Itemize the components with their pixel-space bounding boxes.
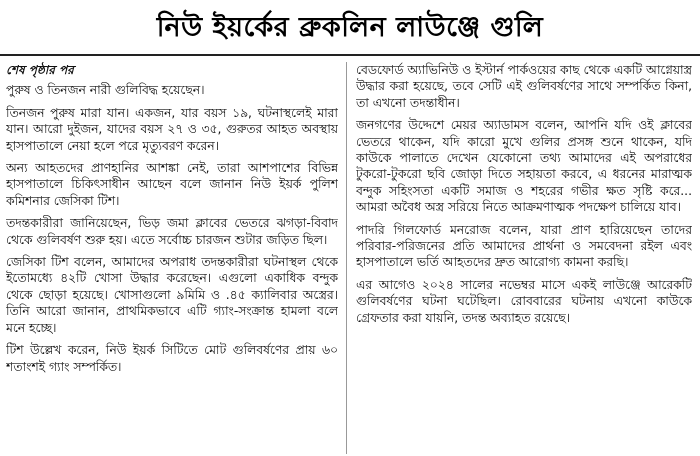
left-paragraph-6: টিশ উল্লেখ করেন, নিউ ইয়র্ক সিটিতে মোট গুলিবর্ষণের প্রায় ৬০ শতাংশই গ্যাং সম্পর্কিত।	[6, 343, 338, 374]
right-paragraph-3: পাদরি গিলফোর্ড মনরোজ বলেন, যারা প্রাণ হারিয়েছেন তাদের পরিবার-পরিজনের প্রতি আমাদের প্রার্থনা ও সমবেদনা রইল এবং হাসপাতালে ভর্তি আহতদের দ্রুত আরোগ্য কামনা করছি।	[356, 222, 692, 270]
right-paragraph-2: জনগণের উদ্দেশে মেয়র অ্যাডামস বলেন, আপনি যদি ওই ক্লাবের ভেতরে থাকেন, যদি কারো মুখে গুলির প্রসঙ্গ শুনে থাকেন, যদি কাউকে পালাতে দেখেন যেকোনো তথ্য আমাদের এই অপরাধের টুকরো-টুকরো ছবি জোড়া দিতে সহায়তা করবে, এ ধরনের মারাত্মক বন্দুক সহিংসতা একটি সমাজ ও শহরের গভীর ক্ষত সৃষ্টি করে... আমরা অবৈধ অস্ত্র সরিয়ে নিতে আক্রমণাত্মক পদক্ষেপ চালিয়ে যাব।	[356, 118, 692, 215]
left-paragraph-2: তিনজন পুরুষ মারা যান। একজন, যার বয়স ১৯, ঘটনাস্থলেই মারা যান। আরো দুইজন, যাদের বয়স ২৭ ও ৩৫, গুরুতর আহত অবস্থায় হাসপাতালে নেয়া হলে পরে মৃত্যুবরণ করেন।	[6, 105, 338, 153]
right-paragraph-4: এর আগেও ২০২৪ সালের নভেম্বর মাসে একই লাউঞ্জে আরেকটি গুলিবর্ষণের ঘটনা ঘটেছিল। রোববারের ঘটনায় এখনো কাউকে গ্রেফতার করা যায়নি, তদন্ত অব্যাহত রয়েছে।	[356, 277, 692, 325]
right-paragraph-1: বেডফোর্ড অ্যাভিনিউ ও ইস্টার্ন পার্কওয়ের কাছ থেকে একটি আগ্নেয়াস্ত্র উদ্ধার করা হয়েছে, তবে সেটি এই গুলিবর্ষণের সাথে সম্পর্কিত কিনা, তা এখনো তদন্তাধীন।	[356, 63, 692, 110]
column-divider	[346, 62, 347, 454]
right-column	[356, 62, 692, 454]
left-column	[6, 62, 338, 454]
headline-bar	[0, 8, 700, 50]
continued-label: শেষ পৃষ্ঠার পর	[6, 63, 74, 77]
left-paragraph-4: তদন্তকারীরা জানিয়েছেন, ভিড় জমা ক্লাবের ভেতরে ঝগড়া-বিবাদ থেকে গুলিবর্ষণ শুরু হয়। এতে সর্বোচ্চ চারজন শুটার জড়িত ছিল।	[6, 216, 338, 247]
article-headline: নিউ ইয়র্কের ব্রুকলিন লাউঞ্জে গুলি	[156, 11, 544, 43]
left-paragraph-1: পুরুষ ও তিনজন নারী গুলিবিদ্ধ হয়েছেন।	[6, 83, 205, 98]
left-paragraph-5: জেসিকা টিশ বলেন, আমাদের অপরাধ তদন্তকারীরা ঘটনাস্থল থেকে ইতোমধ্যে ৪২টি খোসা উদ্ধার করেছেন। এগুলো একাধিক বন্দুক থেকে ছোড়া হয়েছে। খোসাগুলো ৯মিমি ও .৪৫ ক্যালিবার অস্ত্রের। তিনি আরো জানান, প্রাথমিকভাবে এটি গ্যাং-সংক্রান্ত হামলা বলে মনে হচ্ছে।	[6, 255, 338, 335]
headline-rule	[0, 54, 700, 56]
left-paragraph-3: অন্য আহতদের প্রাণহানির আশঙ্কা নেই, তারা আশপাশের বিভিন্ন হাসপাতালে চিকিৎসাধীন আছেন বলে জানান নিউ ইয়র্ক পুলিশ কমিশনার জেসিকা টিশ।	[6, 161, 338, 208]
